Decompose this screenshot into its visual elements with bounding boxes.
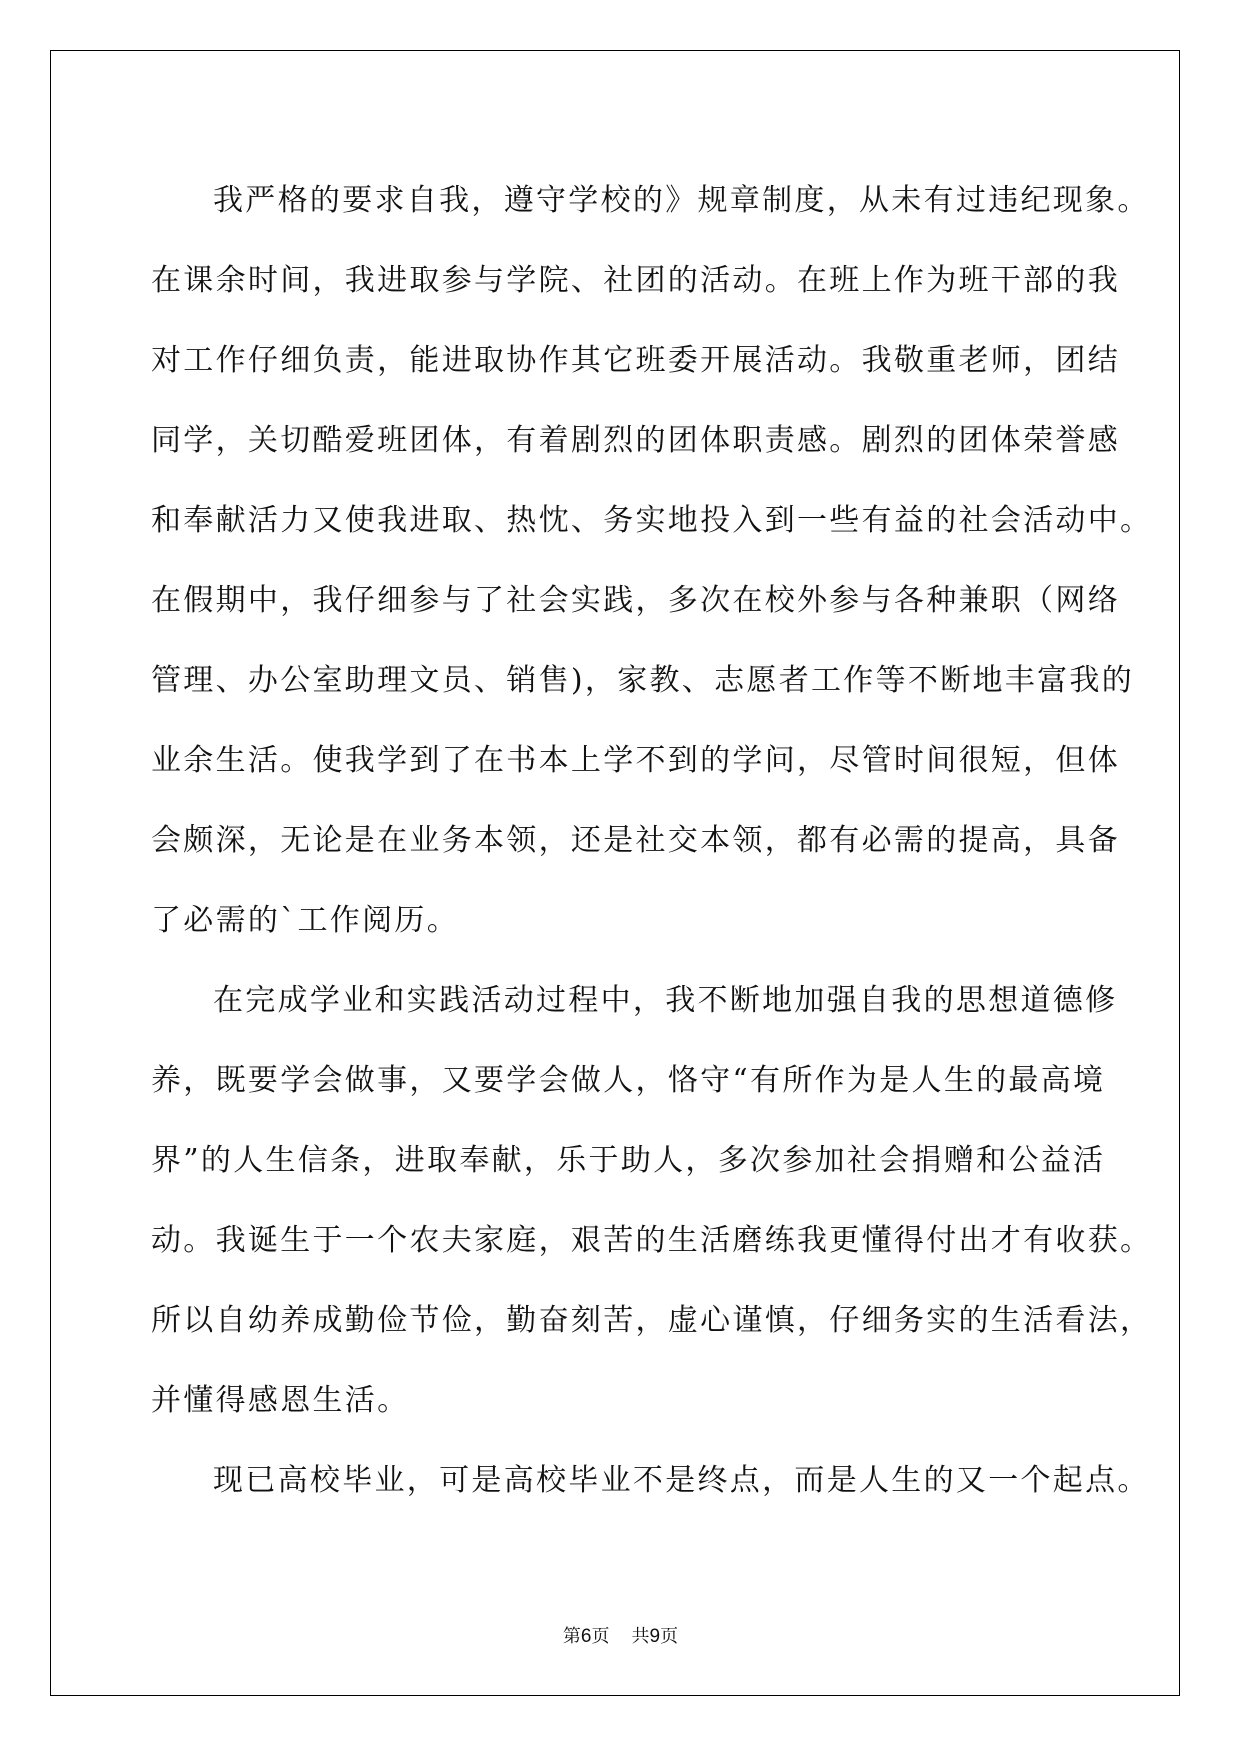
- paragraph-2-line-4: 动。我诞生于一个农夫家庭，艰苦的生活磨练我更懂得付出才有收获。: [151, 1223, 1153, 1258]
- footer-total-suffix: 页: [660, 1626, 679, 1647]
- footer-total-pages: 9: [649, 1626, 661, 1647]
- paragraph-1-line-9: 会颇深，无论是在业务本领，还是社交本领，都有必需的提高，具备: [151, 823, 1120, 858]
- footer-page-suffix: 页: [591, 1626, 610, 1647]
- paragraph-2-line-3: 界”的人生信条，进取奉献，乐于助人，多次参加社会捐赠和公益活: [151, 1143, 1106, 1178]
- paragraph-3-line-1: 现已高校毕业，可是高校毕业不是终点，而是人生的又一个起点。: [213, 1463, 1150, 1498]
- paragraph-2-line-6: 并懂得感恩生活。: [151, 1383, 410, 1418]
- paragraph-1-line-3: 对工作仔细负责，能进取协作其它班委开展活动。我敬重老师，团结: [151, 343, 1120, 378]
- footer-total-prefix: 共: [631, 1626, 650, 1647]
- paragraph-1-line-1: 我严格的要求自我，遵守学校的》规章制度，从未有过违纪现象。: [213, 183, 1150, 218]
- paragraph-1-line-4: 同学，关切酷爱班团体，有着剧烈的团体职责感。剧烈的团体荣誉感: [151, 423, 1120, 458]
- paragraph-2-line-2: 养，既要学会做事，又要学会做人，恪守“有所作为是人生的最高境: [151, 1063, 1106, 1098]
- paragraph-1-line-6: 在假期中，我仔细参与了社会实践，多次在校外参与各种兼职（网络: [151, 583, 1120, 618]
- paragraph-2-line-1: 在完成学业和实践活动过程中，我不断地加强自我的思想道德修: [213, 983, 1118, 1018]
- footer-page-prefix: 第: [562, 1626, 581, 1647]
- paragraph-1-line-5: 和奉献活力又使我进取、热忱、务实地投入到一些有益的社会活动中。: [151, 503, 1153, 538]
- document-body: [151, 161, 1153, 1521]
- paragraph-1-line-7: 管理、办公室助理文员、销售)，家教、志愿者工作等不断地丰富我的: [151, 663, 1135, 698]
- page-number-footer: [0, 1622, 1241, 1648]
- paragraph-2-line-5: 所以自幼养成勤俭节俭，勤奋刻苦，虚心谨慎，仔细务实的生活看法，: [151, 1303, 1153, 1338]
- paragraph-1-line-2: 在课余时间，我进取参与学院、社团的活动。在班上作为班干部的我: [151, 263, 1120, 298]
- paragraph-1-line-10: 了必需的`工作阅历。: [151, 903, 459, 938]
- footer-current-page: 6: [580, 1626, 592, 1647]
- paragraph-1-line-8: 业余生活。使我学到了在书本上学不到的学问，尽管时间很短，但体: [151, 743, 1120, 778]
